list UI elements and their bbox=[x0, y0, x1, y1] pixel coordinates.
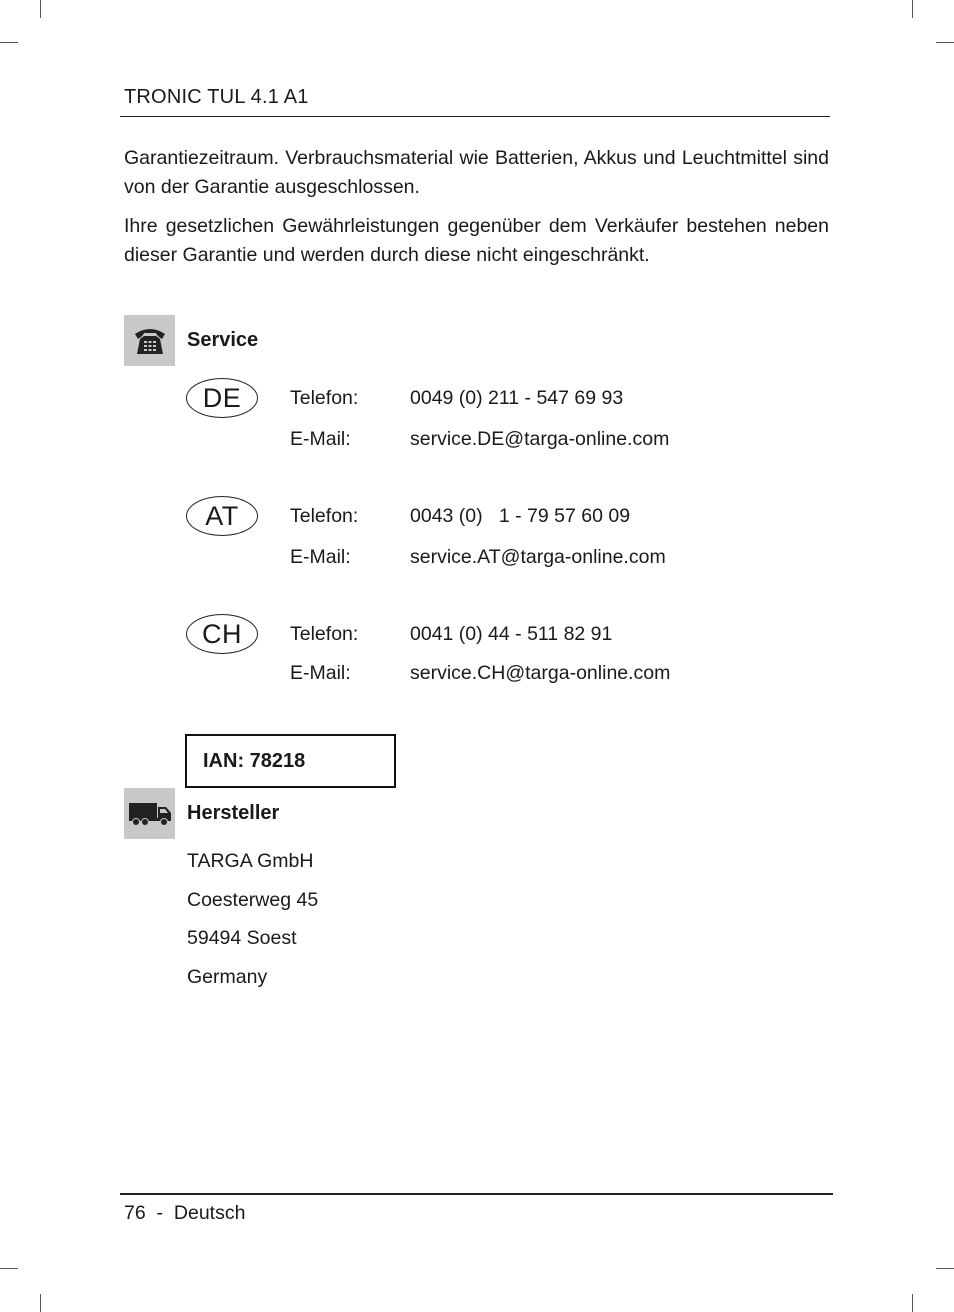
phone-number-de: 0049 (0) 211 - 547 69 93 bbox=[410, 387, 624, 409]
footer-divider bbox=[120, 1193, 833, 1195]
crop-mark bbox=[40, 0, 41, 18]
ian-box: IAN: 78218 bbox=[185, 734, 396, 788]
header-divider bbox=[120, 116, 830, 117]
country-badge-ch: CH bbox=[186, 614, 258, 654]
email-label: E-Mail: bbox=[290, 428, 351, 450]
email-label: E-Mail: bbox=[290, 662, 351, 684]
crop-mark bbox=[936, 42, 954, 43]
telephone-icon bbox=[124, 315, 175, 366]
address-city: 59494 Soest bbox=[187, 927, 297, 949]
crop-mark bbox=[0, 1268, 18, 1269]
email-at: service.AT@targa-online.com bbox=[410, 546, 666, 568]
phone-number-at: 0043 (0) 1 - 79 57 60 09 bbox=[410, 505, 631, 527]
crop-mark bbox=[936, 1268, 954, 1269]
crop-mark bbox=[40, 1294, 41, 1312]
legal-rights-paragraph: Ihre gesetzlichen Gewährleistungen gegenüber dem Verkäufer bestehen neben dieser Garantie und werden durch diese nicht eingeschränkt. bbox=[124, 215, 829, 266]
address-country: Germany bbox=[187, 966, 268, 988]
email-de: service.DE@targa-online.com bbox=[410, 428, 670, 450]
footer-separator: - bbox=[156, 1202, 164, 1224]
address-company: TARGA GmbH bbox=[187, 850, 314, 872]
phone-label: Telefon: bbox=[290, 623, 359, 645]
truck-icon bbox=[124, 788, 175, 839]
footer-language: Deutsch bbox=[173, 1202, 246, 1224]
crop-mark bbox=[912, 1294, 913, 1312]
crop-mark bbox=[912, 0, 913, 18]
country-badge-de: DE bbox=[186, 378, 258, 418]
crop-mark bbox=[0, 42, 18, 43]
manufacturer-title: Hersteller bbox=[187, 802, 280, 824]
page-header: TRONIC TUL 4.1 A1 bbox=[124, 86, 309, 108]
email-ch: service.CH@targa-online.com bbox=[410, 662, 671, 684]
phone-label: Telefon: bbox=[290, 505, 359, 527]
warranty-paragraph: Garantiezeitraum. Verbrauchsmaterial wie Batterien, Akkus und Leuchtmittel sind von der Garantie ausgeschlossen. bbox=[124, 147, 829, 198]
page-footer bbox=[124, 1202, 245, 1225]
page-number: 76 bbox=[124, 1202, 146, 1224]
address-street: Coesterweg 45 bbox=[187, 889, 319, 911]
phone-label: Telefon: bbox=[290, 387, 359, 409]
country-badge-at: AT bbox=[186, 496, 258, 536]
service-title: Service bbox=[187, 329, 259, 351]
email-label: E-Mail: bbox=[290, 546, 351, 568]
phone-number-ch: 0041 (0) 44 - 511 82 91 bbox=[410, 623, 613, 645]
